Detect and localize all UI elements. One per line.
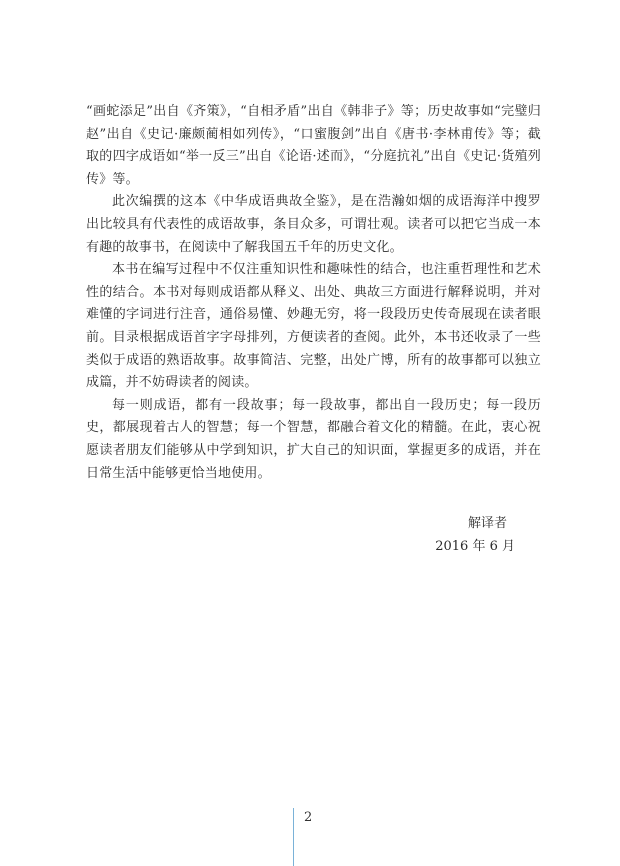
signature-date: 2016 年 6 月 (435, 539, 515, 554)
signature-author: 解译者 (467, 516, 507, 531)
paragraph-book-intro: 此次编撰的这本《中华成语典故全鉴》，是在浩瀚如烟的成语海洋中搜罗出比较具有代表性的成语故事，条目众多，可谓壮观。读者可以把它当成一本有趣的故事书，在阅读中了解我国五千年的历史文化。 (86, 194, 541, 255)
paragraph-closing-wish: 每一则成语，都有一段故事；每一段故事，都出自一段历史；每一段历史，都展现着古人的智慧；每一个智慧，都融合着文化的精髓。在此，衷心祝愿读者朋友们能够从中学到知识，扩大自己的知识面，掌握更多的成语，并在日常生活中能够更恰当地使用。 (86, 397, 541, 481)
paragraph-continuation: “画蛇添足”出自《齐策》，“自相矛盾”出自《韩非子》等；历史故事如“完璧归赵”出自《史记·廉颇蔺相如列传》，“口蜜腹剑”出自《唐书·李林甫传》等；截取的四字成语如“举一反三”出自《论语·述而》，“分庭抗礼”出自《史记·货殖列传》等。 (86, 104, 541, 187)
paragraph-book-features: 本书在编写过程中不仅注重知识性和趣味性的结合，也注重哲理性和艺术性的结合。本书对每则成语都从释义、出处、典故三方面进行解释说明，并对难懂的字词进行注音，通俗易懂、妙趣无穷，将一段段历史传奇展现在读者眼前。目录根据成语首字字母排列，方便读者的查阅。此外，本书还收录了一些类似于成语的熟语故事。故事简洁、完整，出处广博，所有的故事都可以独立成篇，并不妨碍读者的阅读。 (86, 262, 541, 391)
footer-divider (293, 808, 294, 866)
signature-block (435, 512, 515, 558)
page-number: 2 (304, 810, 313, 825)
preface-body (86, 101, 541, 485)
